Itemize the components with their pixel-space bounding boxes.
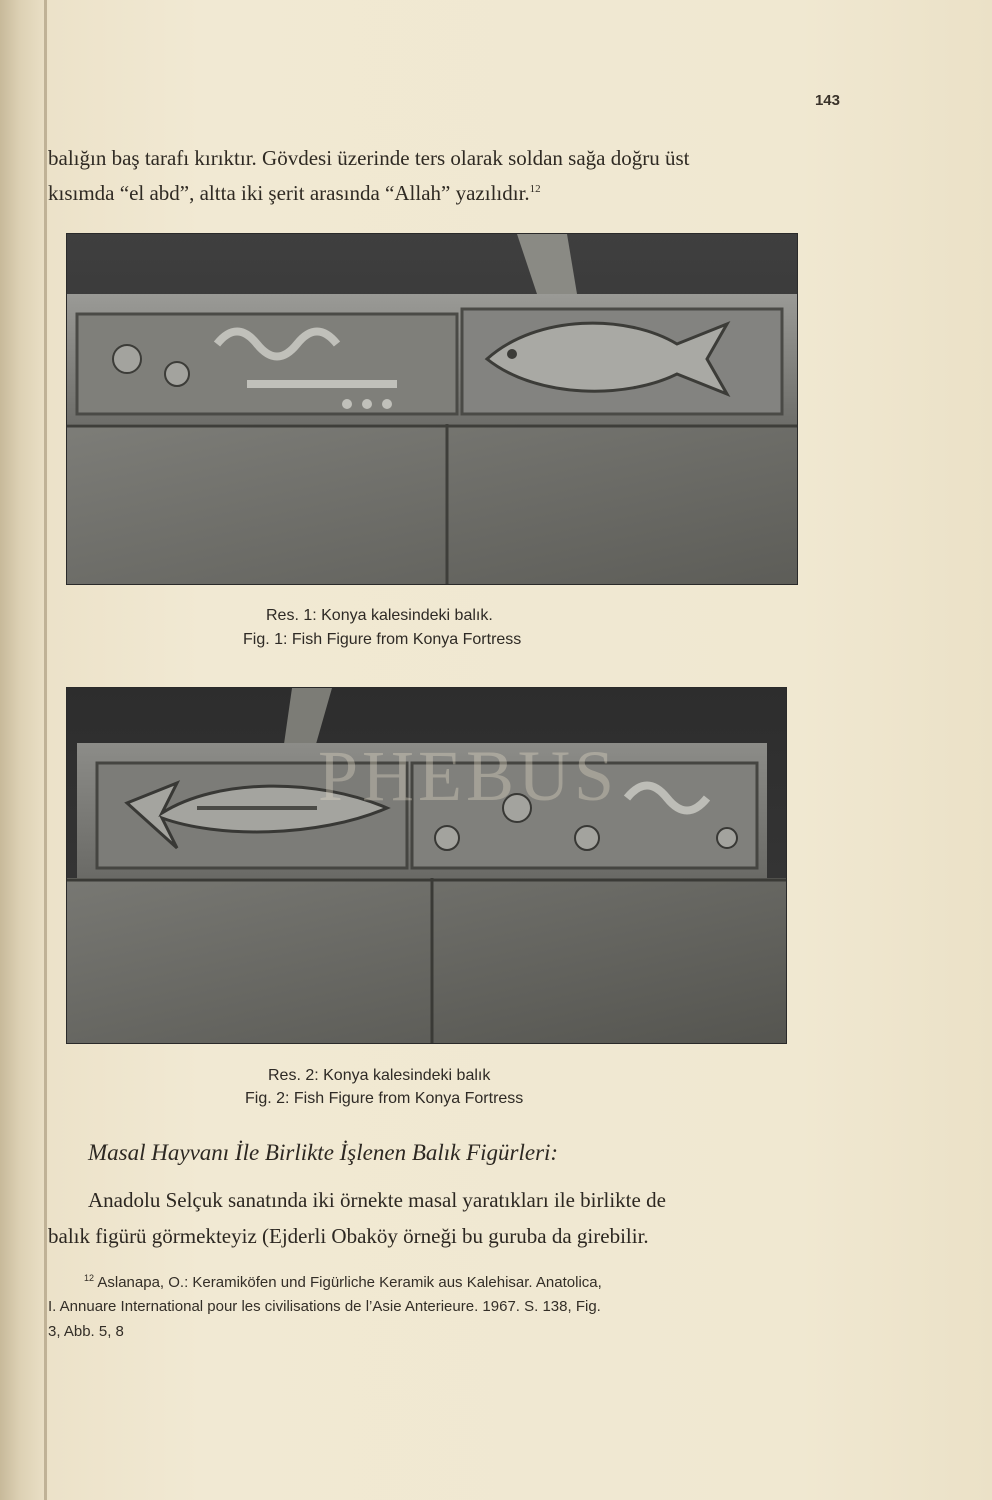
footnote-line-3: 3, Abb. 5, 8 <box>48 1323 124 1340</box>
watermark-text: PHEBUS <box>318 736 619 816</box>
section-heading: Masal Hayvanı İle Birlikte İşlenen Balık Figürleri: <box>88 1140 559 1165</box>
figure-2-photo <box>66 687 787 1044</box>
body-para-line-2: balık figürü görmekteyiz (Ejderli Obaköy örneği bu guruba da girebilir. <box>48 1224 649 1248</box>
fish-relief-image <box>67 234 797 584</box>
figure-1-photo <box>66 233 798 585</box>
figure-1-caption-en: Fig. 1: Fish Figure from Konya Fortress <box>243 631 522 648</box>
intro-line-1: balığın baş tarafı kırıktır. Gövdesi üzerinde ters olarak soldan sağa doğru üst <box>48 146 690 170</box>
book-gutter <box>44 0 47 1500</box>
figure-1-caption-tr: Res. 1: Konya kalesindeki balık. <box>266 607 493 624</box>
footnote-marker: 12 <box>84 1273 95 1283</box>
figure-2-caption-tr: Res. 2: Konya kalesindeki balık <box>268 1067 491 1084</box>
figure-2-caption-en: Fig. 2: Fish Figure from Konya Fortress <box>245 1090 524 1107</box>
footnote-line-1: $^{12}$ Aslanapa, O.: Keramiköfen und Figürliche Keramik aus Kalehisar. Anatolica, <box>84 1273 602 1291</box>
footnote-line-2: I. Annuare International pour les civilisations de l’Asie Anterieure. 1967. S. 138, Fig. <box>48 1298 601 1315</box>
intro-line-2: kısımda “el abd”, altta iki şerit arasında “Allah” yazılıdır.$^{12}$ <box>48 181 541 205</box>
page-number: 143 <box>814 92 840 109</box>
body-para-line-1: Anadolu Selçuk sanatında iki örnekte masal yaratıkları ile birlikte de <box>88 1188 666 1212</box>
footnote-ref: 12 <box>529 183 541 195</box>
fish-relief-image <box>67 688 786 1043</box>
